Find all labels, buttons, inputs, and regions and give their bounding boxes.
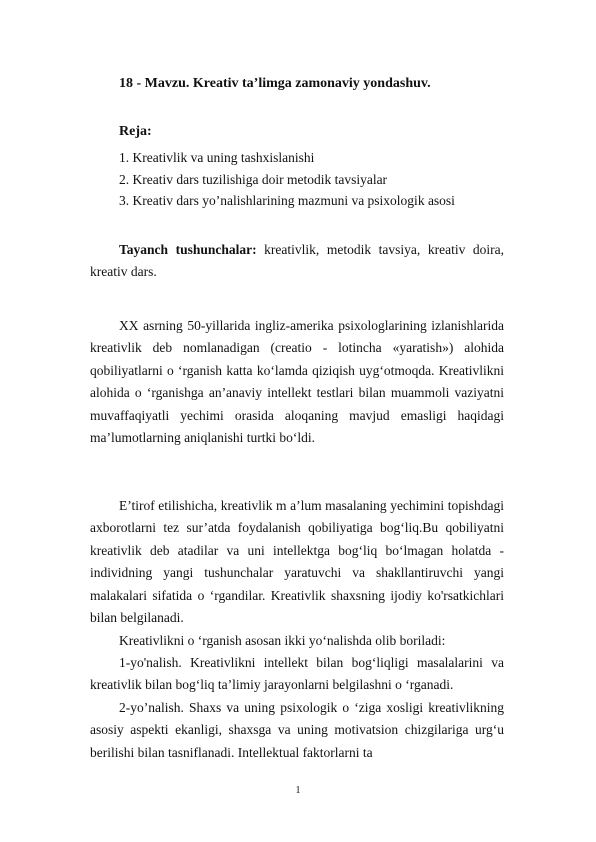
document-title: 18 - Mavzu. Kreativ ta’limga zamonaviy yondashuv. xyxy=(119,76,431,91)
plan-heading: Reja: xyxy=(119,124,152,139)
key-concepts-label: Tayanch tushunchalar: xyxy=(119,242,257,257)
body-paragraph: XX asrning 50-yillarida ingliz-amerika psixologlarining izlanishlarida kreativlik deb nomlanadigan (creatio - lotincha «yaratish») alohida qobiliyatlarni o ‘rganish katta ko‘lamda qiziqish uyg‘otmoqda. Kreativlikni alohida o ‘rganishga an’anaviy intellekt testlari bilan muammoli vaziyatni muvaffaqiyatli yechimi orasida aloqaning mavjud emasligi haqidagi ma’lumotlarning aniqlanishi turtki bo‘ldi. xyxy=(90,318,504,446)
plan-item: 2. Kreativ dars tuzilishiga doir metodik tavsiyalar xyxy=(119,171,388,187)
plan-item: 3. Kreativ dars yo’nalishlarining mazmuni va psixologik asosi xyxy=(119,193,455,208)
body-paragraph: 2-yo’nalish. Shaxs va uning psixologik o ‘ziga xosligi kreativlikning asosiy aspekti ekanligi, shaxsga va uning motivatsion chizgilariga urg‘u berilishi bilan tasniflanadi. Intellektual faktorlarni ta xyxy=(90,700,504,760)
key-concepts-paragraph xyxy=(90,239,504,284)
page-number: 1 xyxy=(295,785,301,796)
plan-item: 1. Kreativlik va uning tashxislanishi xyxy=(119,150,315,165)
body-paragraph: Kreativlikni o ‘rganish asosan ikki yo‘nalishda olib boriladi: xyxy=(119,633,446,648)
key-concepts-text: kreativlik, metodik tavsiya, kreativ doira, kreativ dars. xyxy=(90,242,504,280)
body-paragraph: 1-yo'nalish. Kreativlikni intellekt bilan bog‘liqligi masalalarini va kreativlik bilan bog‘liq ta’limiy jarayonlarni belgilashni o ‘rganadi. xyxy=(90,655,504,693)
body-paragraph: E’tirof etilishicha, kreativlik m a’lum masalaning yechimini topishdagi axborotlarni tez sur’atda foydalanish qobiliyatiga bog‘liq.Bu qobiliyatni kreativlik deb atadilar va uni intellektga bog‘liq bo‘lmagan holatda - individning yangi tushunchalar yaratuvchi va shakllantiruvchi yangi malakalari sifatida o ‘rgandilar. Kreativlik shaxsning ijodiy ko'rsatkichlari bilan belgilanadi. xyxy=(90,498,504,626)
plan-list xyxy=(119,147,455,212)
